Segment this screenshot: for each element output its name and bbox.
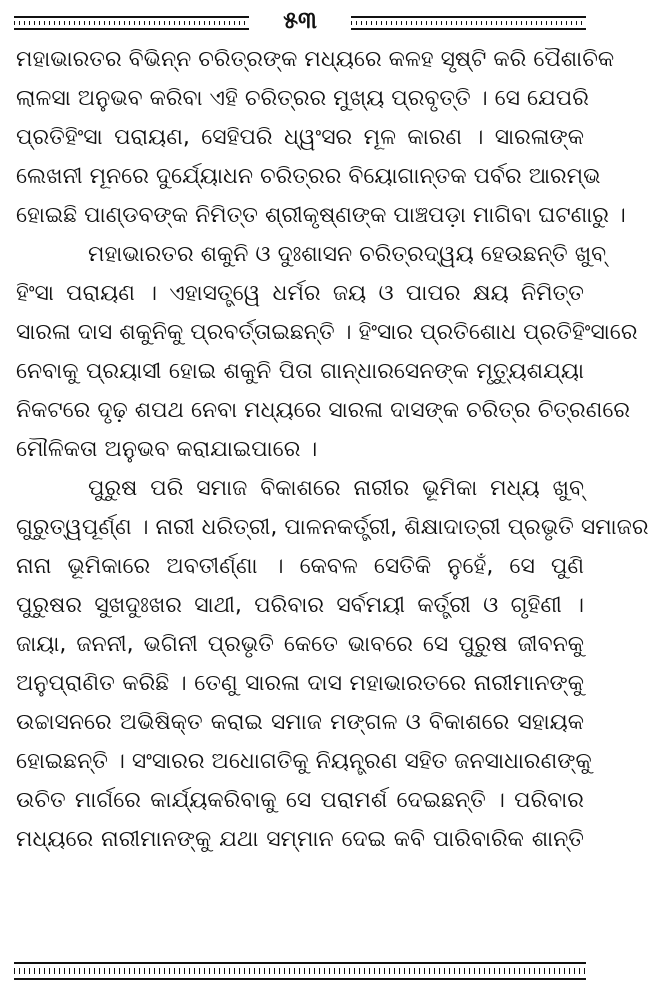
paragraph (16, 40, 626, 235)
text-line: ନାନା ଭୂମିକାରେ ଅବତୀର୍ଣ୍ଣା । କେବଳ ସେତିକି ନୁହେଁ, ସେ ପୁଣି (16, 554, 584, 579)
text-line: ହିଂସା ପରାୟଣ । ଏହାସତ୍ତ୍ୱେ ଧର୍ମର ଜୟ ଓ ପାପର କ୍ଷୟ ନିମିତ୍ତ (16, 281, 584, 306)
text-line: ହୋଇଛନ୍ତି । ସଂସାରର ଅଧୋଗତିକୁ ନିୟନ୍ତ୍ରଣ ସହିତ ଜନସାଧାରଣଙ୍କୁ (16, 749, 592, 774)
text-line: ନେବାକୁ ପ୍ରୟାସୀ ହୋଇ ଶକୁନି ପିତା ଗାନ୍ଧାରସେନଙ୍କ ମୃତ୍ୟୁଶଯ୍ୟା (16, 359, 584, 384)
text-line: ଗୁରୁତ୍ୱପୂର୍ଣ୍ଣ । ନାରୀ ଧରିତ୍ରୀ, ପାଳନକର୍ତ୍ତ୍ରୀ, ଶିକ୍ଷାଦାତ୍ରୀ ପ୍ରଭୃତି ସମାଜର (16, 515, 649, 540)
text-line: ଉଚିତ ମାର୍ଗରେ କାର୍ଯ୍ୟକରିବାକୁ ସେ ପରାମର୍ଶ ଦେଇଛନ୍ତି । ପରିବାର (16, 788, 584, 813)
text-line: ନିକଟରେ ଦୃଢ଼ ଶପଥ ନେବା ମଧ୍ୟରେ ସାରଳା ଦାସଙ୍କ ଚରିତ୍ର ଚିତ୍ରଣରେ (16, 398, 631, 423)
body-text (16, 40, 649, 859)
text-line: ହୋଇଛି ପାଣ୍ଡବଙ୍କ ନିମିତ୍ତ ଶ୍ରୀକୃଷ୍ଣଙ୍କ ପାଞ୍ଚପଡ଼ା ମାଗିବା ଘଟଣାରୁ । (16, 203, 626, 228)
text-line: ଲାଳସା ଅନୁଭବ କରିବା ଏହି ଚରିତ୍ରର ମୁଖ୍ୟ ପ୍ରବୃତ୍ତି । ସେ ଯେପରି (16, 86, 589, 111)
text-line: ସାରଳା ଦାସ ଶକୁନିକୁ ପ୍ରବର୍ତ୍ତାଇଛନ୍ତି । ହିଂସାର ପ୍ରତିଶୋଧ ପ୍ରତିହିଂସାରେ (16, 320, 638, 345)
page-header (14, 8, 586, 34)
footer-rule (14, 962, 586, 980)
text-line: ପୁରୁଷ ପରି ସମାଜ ବିକାଶରେ ନାରୀର ଭୂମିକା ମଧ୍ୟ ଖୁବ୍ (88, 476, 584, 501)
text-line: ମହାଭାରତର ବିଭିନ୍ନ ଚରିତ୍ରଙ୍କ ମଧ୍ୟରେ କଳହ ସୃଷ୍ଟି କରି ପୈଶାଚିକ (16, 47, 615, 72)
text-line: ମଧ୍ୟରେ ନାରୀମାନଙ୍କୁ ଯଥା ସମ୍ମାନ ଦେଇ କବି ପାରିବାରିକ ଶାନ୍ତି (16, 827, 584, 852)
paragraph (16, 235, 638, 469)
text-line: ମୌଳିକତା ଅନୁଭବ କରାଯାଇପାରେ । (16, 437, 318, 462)
text-line: ଉଚ୍ଚାସନରେ ଅଭିଷିକ୍ତ କରାଇ ସମାଜ ମଙ୍ଗଳ ଓ ବିକାଶରେ ସହାୟକ (16, 710, 584, 735)
text-line: ଲେଖନୀ ମୂନରେ ଦୁର୍ଯ୍ୟୋଧନ ଚରିତ୍ରର ବିୟୋଗାନ୍ତକ ପର୍ବର ଆରମ୍ଭ (16, 164, 601, 189)
text-line: ଅନୁପ୍ରାଣିତ କରିଛି । ତେଣୁ ସାରଳା ଦାସ ମହାଭାରତରେ ନାରୀମାନଙ୍କୁ (16, 671, 584, 696)
text-line: ପ୍ରତିହିଂସା ପରାୟଣ, ସେହିପରି ଧ୍ୱଂସର ମୂଳ କାରଣ । ସାରଳାଙ୍କ (16, 125, 584, 150)
text-line: ପୁରୁଷର ସୁଖଦୁଃଖର ସାଥୀ, ପରିବାର ସର୍ବମୟୀ କର୍ତ୍ତ୍ରୀ ଓ ଗୃହିଣୀ । (16, 593, 584, 618)
text-line: ଜାୟା, ଜନନୀ, ଭଗିନୀ ପ୍ରଭୃତି କେତେ ଭାବରେ ସେ ପୁରୁଷ ଜୀବନକୁ (16, 632, 584, 657)
paragraph (16, 469, 649, 859)
page-number: ୫୩ (283, 6, 317, 34)
text-line: ମହାଭାରତର ଶକୁନି ଓ ଦୁଃଶାସନ ଚରିତ୍ରଦ୍ୱୟ ହେଉଛନ୍ତି ଖୁବ୍ (88, 242, 607, 267)
header-rule-right (351, 16, 586, 30)
